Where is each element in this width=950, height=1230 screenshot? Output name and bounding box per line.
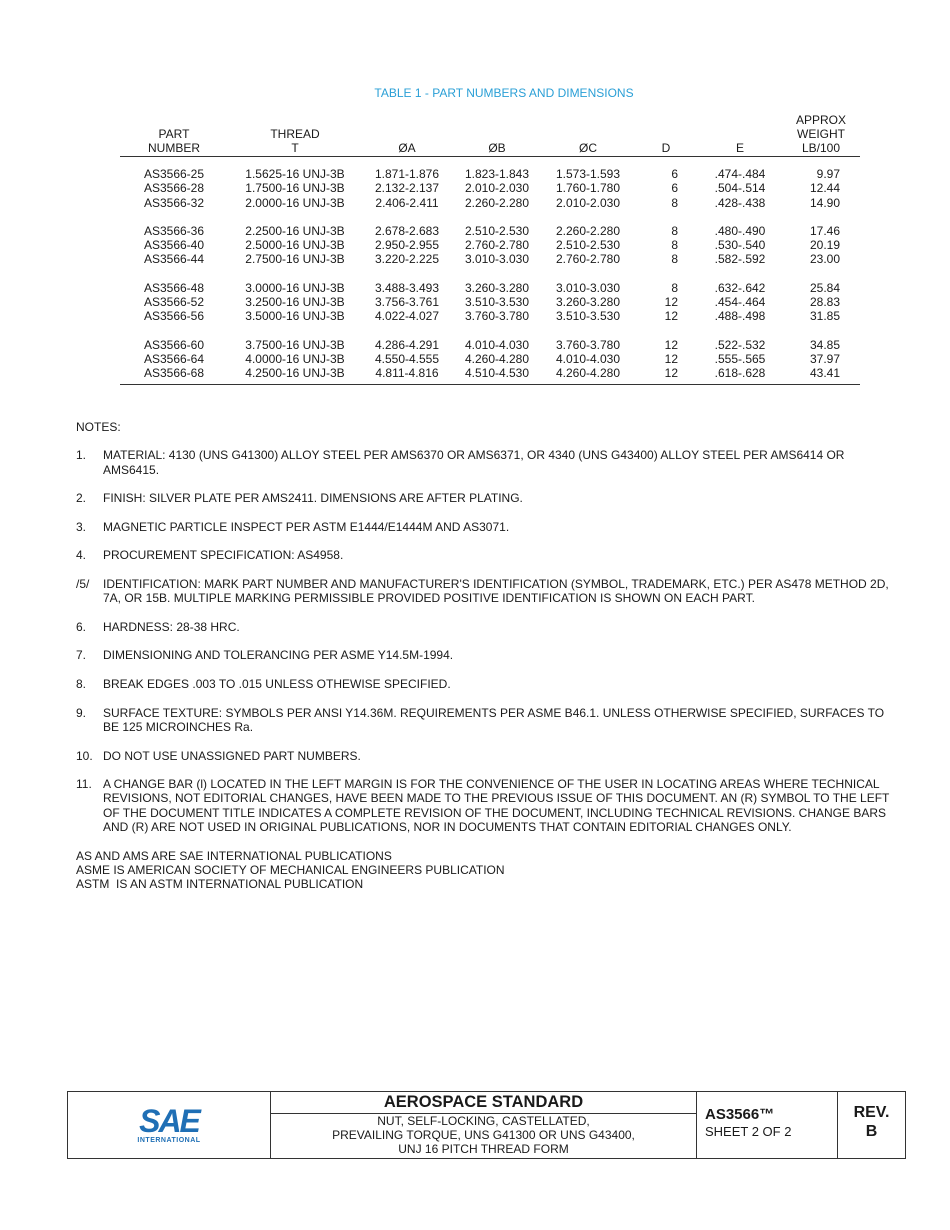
cell-dia-c: 1.573-1.593 — [555, 167, 621, 181]
note-number: 11. — [76, 777, 92, 792]
cell-weight: 37.97 — [809, 351, 840, 366]
cell-dia-a: 4.022-4.027 — [374, 309, 440, 324]
sae-logo — [68, 1092, 271, 1158]
standard-description: NUT, SELF-LOCKING, CASTELLATED, PREVAILING TORQUE, UNS G41300 OR UNS G43400, UNJ 16 PITCH THREAD FORM — [332, 1114, 635, 1156]
cell-e: .522-.532 — [714, 337, 766, 352]
cell-dia-c: 4.010-4.030 — [555, 351, 621, 366]
cell-d: 6 — [671, 167, 678, 181]
header-dia-b: ØB — [452, 113, 542, 157]
note-text: BREAK EDGES .003 TO .015 UNLESS OTHEWISE SPECIFIED. — [103, 677, 451, 692]
cell-dia-b: 3.760-3.780 — [464, 309, 530, 324]
cell-e: .428-.438 — [714, 195, 766, 210]
cell-dia-b: 4.510-4.530 — [452, 366, 542, 384]
cell-dia-a: 4.811-4.816 — [362, 366, 452, 384]
cell-dia-b: 2.260-2.280 — [464, 195, 530, 210]
cell-e: .530-.540 — [714, 238, 766, 253]
cell-d: 8 — [671, 195, 678, 210]
cell-d: 8 — [671, 223, 678, 238]
cell-dia-b: 2.510-2.530 — [464, 223, 530, 238]
table-body — [120, 157, 860, 385]
cell-d: 12 — [664, 295, 678, 310]
cell-dia-a: 2.132-2.137 — [374, 181, 440, 196]
cell-dia-a: 2.950-2.955 — [374, 238, 440, 253]
cell-thread: 3.7500-16 UNJ-3B — [245, 337, 345, 352]
table-row — [120, 157, 860, 182]
cell-d: 12 — [664, 351, 678, 366]
cell-d: 6 — [671, 181, 678, 196]
note-text: SURFACE TEXTURE: SYMBOLS PER ANSI Y14.36M. REQUIREMENTS PER ASME B46.1. UNLESS OTHERWISE SPECIFIED, SURFACES TO BE 125 MICROINCHES Ra. — [103, 705, 885, 734]
note-text: MATERIAL: 4130 (UNS G41300) ALLOY STEEL PER AMS6370 OR AMS6371, OR 4340 (UNS G43400) ALLOY STEEL PER AMS6414 OR AMS6415. — [103, 448, 845, 477]
table-row — [120, 181, 860, 195]
note-item — [76, 577, 896, 606]
cell-dia-c: 4.260-4.280 — [542, 366, 634, 384]
note-number: 8. — [76, 677, 87, 692]
sae-logo-mark: SAE — [139, 1102, 199, 1139]
note-item — [76, 706, 896, 735]
table-row — [120, 309, 860, 323]
cell-weight: 43.41 — [782, 366, 860, 384]
table-row — [120, 267, 860, 295]
cell-e: .582-.592 — [714, 252, 766, 267]
note-number: 9. — [76, 705, 87, 720]
note-number: /5/ — [76, 576, 90, 591]
notes-heading: NOTES: — [76, 420, 121, 434]
cell-dia-c: 2.760-2.780 — [555, 252, 621, 267]
cell-weight: 34.85 — [809, 337, 840, 352]
cell-dia-b: 4.010-4.030 — [464, 337, 530, 352]
note-text: MAGNETIC PARTICLE INSPECT PER ASTM E1444/E1444M AND AS3071. — [103, 519, 510, 534]
note-number: 4. — [76, 548, 87, 563]
note-item — [76, 620, 896, 634]
note-text: DIMENSIONING AND TOLERANCING PER ASME Y14.5M-1994. — [103, 648, 454, 663]
cell-dia-c: 3.510-3.530 — [555, 309, 621, 324]
cell-e: .454-.464 — [714, 295, 766, 310]
cell-dia-b: 4.260-4.280 — [464, 351, 530, 366]
cell-dia-c: 1.760-1.780 — [555, 181, 621, 196]
cell-dia-c: 3.010-3.030 — [555, 280, 621, 295]
cell-dia-c: 2.260-2.280 — [555, 223, 621, 238]
table-row — [120, 295, 860, 309]
publication-line: ASTM IS AN ASTM INTERNATIONAL PUBLICATION — [76, 877, 364, 892]
cell-dia-b: 2.760-2.780 — [464, 238, 530, 253]
note-text: FINISH: SILVER PLATE PER AMS2411. DIMENSIONS ARE AFTER PLATING. — [103, 491, 523, 506]
cell-part-number: AS3566-68 — [120, 366, 228, 384]
cell-thread: 2.7500-16 UNJ-3B — [245, 252, 345, 267]
table-row — [120, 210, 860, 238]
cell-e: .474-.484 — [714, 167, 766, 181]
note-number: 3. — [76, 519, 87, 534]
cell-dia-b: 1.823-1.843 — [464, 167, 530, 181]
cell-dia-b: 3.010-3.030 — [464, 252, 530, 267]
document-number: AS3566™ — [705, 1106, 775, 1123]
note-number: 1. — [76, 448, 87, 463]
cell-e: .555-.565 — [714, 351, 766, 366]
note-item — [76, 749, 896, 763]
dimensions-table — [120, 113, 860, 385]
table-row — [120, 352, 860, 366]
cell-thread: 3.0000-16 UNJ-3B — [245, 280, 345, 295]
header-thread: THREAD T — [228, 113, 362, 157]
cell-part-number: AS3566-60 — [143, 337, 205, 352]
note-item — [76, 520, 896, 534]
cell-part-number: AS3566-64 — [143, 351, 205, 366]
header-weight: APPROX WEIGHT LB/100 — [782, 113, 860, 157]
cell-part-number: AS3566-25 — [143, 167, 205, 181]
cell-dia-a: 1.871-1.876 — [374, 167, 440, 181]
cell-thread: 3.5000-16 UNJ-3B — [245, 309, 345, 324]
cell-e: .504-.514 — [714, 181, 766, 196]
note-number: 7. — [76, 648, 87, 663]
publication-line: ASME IS AMERICAN SOCIETY OF MECHANICAL ENGINEERS PUBLICATION — [76, 862, 505, 877]
cell-part-number: AS3566-52 — [143, 295, 205, 310]
cell-dia-a: 4.286-4.291 — [374, 337, 440, 352]
header-part-number: PART NUMBER — [120, 113, 228, 157]
cell-dia-c: 3.760-3.780 — [555, 337, 621, 352]
cell-thread: 4.0000-16 UNJ-3B — [245, 351, 345, 366]
cell-part-number: AS3566-48 — [143, 280, 205, 295]
note-item — [76, 648, 896, 662]
cell-weight: 9.97 — [816, 167, 840, 181]
cell-dia-b: 3.260-3.280 — [464, 280, 530, 295]
header-d: D — [634, 113, 698, 157]
header-dia-a: ØA — [362, 113, 452, 157]
cell-part-number: AS3566-32 — [143, 195, 205, 210]
cell-dia-c: 2.010-2.030 — [555, 195, 621, 210]
cell-d: 12 — [664, 309, 678, 324]
cell-part-number: AS3566-44 — [143, 252, 205, 267]
note-number: 10. — [76, 748, 93, 763]
table-title: TABLE 1 - PART NUMBERS AND DIMENSIONS — [374, 86, 634, 100]
cell-thread: 4.2500-16 UNJ-3B — [228, 366, 362, 384]
header-e: E — [698, 113, 782, 157]
cell-dia-a: 3.756-3.761 — [374, 295, 440, 310]
revision-label: REV. — [853, 1104, 890, 1121]
sae-logo-sub: INTERNATIONAL — [137, 1136, 201, 1144]
table-header-row — [120, 113, 860, 157]
cell-dia-b: 2.010-2.030 — [464, 181, 530, 196]
cell-e: .488-.498 — [714, 309, 766, 324]
header-dia-c: ØC — [542, 113, 634, 157]
title-column — [271, 1092, 697, 1158]
cell-dia-a: 2.678-2.683 — [374, 223, 440, 238]
cell-d: 12 — [634, 366, 698, 384]
note-number: 2. — [76, 491, 87, 506]
revision-value: B — [865, 1123, 878, 1140]
cell-weight: 14.90 — [809, 195, 840, 210]
table-row — [120, 238, 860, 252]
note-item — [76, 677, 896, 691]
note-text: IDENTIFICATION: MARK PART NUMBER AND MANUFACTURER'S IDENTIFICATION (SYMBOL, TRADEMARK, ETC.) PER AS478 METHOD 2D, 7A, OR 15B. MULTIPLE MARKING PERMISSIBLE PROVIDED POSITIVE IDENTIFICATION IS SHOWN ON EACH PART. — [103, 576, 889, 606]
cell-thread: 3.2500-16 UNJ-3B — [245, 295, 345, 310]
table-row — [120, 366, 860, 384]
cell-d: 8 — [671, 252, 678, 267]
publications-list — [76, 849, 896, 892]
cell-thread: 2.5000-16 UNJ-3B — [245, 238, 345, 253]
note-text: HARDNESS: 28-38 HRC. — [103, 619, 240, 634]
cell-part-number: AS3566-36 — [143, 223, 205, 238]
document-number-block — [697, 1092, 838, 1158]
cell-weight: 17.46 — [809, 223, 840, 238]
standard-title: AEROSPACE STANDARD — [271, 1092, 696, 1114]
cell-dia-a: 2.406-2.411 — [375, 195, 439, 210]
cell-d: 8 — [671, 280, 678, 295]
revision-block — [838, 1092, 905, 1158]
notes-list — [76, 448, 896, 834]
cell-weight: 31.85 — [809, 309, 840, 324]
cell-dia-a: 3.488-3.493 — [374, 280, 440, 295]
cell-dia-c: 2.510-2.530 — [555, 238, 621, 253]
cell-dia-b: 3.510-3.530 — [464, 295, 530, 310]
note-number: 6. — [76, 619, 87, 634]
table-row — [120, 324, 860, 352]
note-item — [76, 491, 896, 505]
cell-weight: 12.44 — [809, 181, 840, 196]
cell-dia-c: 3.260-3.280 — [555, 295, 621, 310]
table-row — [120, 252, 860, 266]
cell-weight: 28.83 — [809, 295, 840, 310]
cell-thread: 2.0000-16 UNJ-3B — [245, 195, 345, 210]
cell-part-number: AS3566-56 — [143, 309, 205, 324]
cell-weight: 25.84 — [809, 280, 840, 295]
cell-dia-a: 3.220-2.225 — [374, 252, 440, 267]
note-item — [76, 448, 896, 477]
cell-e: .618-.628 — [698, 366, 782, 384]
note-text: DO NOT USE UNASSIGNED PART NUMBERS. — [103, 748, 361, 763]
note-text: A CHANGE BAR (l) LOCATED IN THE LEFT MARGIN IS FOR THE CONVENIENCE OF THE USER IN LOCATING AREAS WHERE TECHNICAL REVISIONS, NOT EDITORIAL CHANGES, HAVE BEEN MADE TO THE PREVIOUS ISSUE OF THIS DOCUMENT. AN (R) SYMBOL TO THE LEFT OF THE DOCUMENT TITLE INDICATES A COMPLETE REVISION OF THE DOCUMENT, INCLUDING TECHNICAL REVISIONS. CHANGE BARS AND (R) ARE NOT USED IN ORIGINAL PUBLICATIONS, NOR IN DOCUMENTS THAT CONTAIN EDITORIAL CHANGES ONLY. — [103, 777, 890, 835]
title-block — [67, 1091, 906, 1159]
notes-section — [76, 420, 896, 892]
note-item — [76, 777, 896, 834]
table-row — [120, 196, 860, 210]
sheet-number: SHEET 2 OF 2 — [705, 1124, 792, 1139]
cell-part-number: AS3566-28 — [143, 181, 205, 196]
cell-weight: 20.19 — [809, 238, 840, 253]
cell-weight: 23.00 — [809, 252, 840, 267]
cell-part-number: AS3566-40 — [143, 238, 205, 253]
cell-e: .632-.642 — [714, 280, 766, 295]
cell-thread: 1.5625-16 UNJ-3B — [245, 167, 345, 181]
publication-line: AS AND AMS ARE SAE INTERNATIONAL PUBLICATIONS — [76, 848, 392, 863]
cell-d: 8 — [671, 238, 678, 253]
cell-thread: 2.2500-16 UNJ-3B — [245, 223, 345, 238]
cell-dia-a: 4.550-4.555 — [374, 351, 440, 366]
cell-d: 12 — [664, 337, 678, 352]
note-item — [76, 548, 896, 562]
cell-e: .480-.490 — [714, 223, 766, 238]
note-text: PROCUREMENT SPECIFICATION: AS4958. — [103, 548, 344, 563]
cell-thread: 1.7500-16 UNJ-3B — [245, 181, 345, 196]
